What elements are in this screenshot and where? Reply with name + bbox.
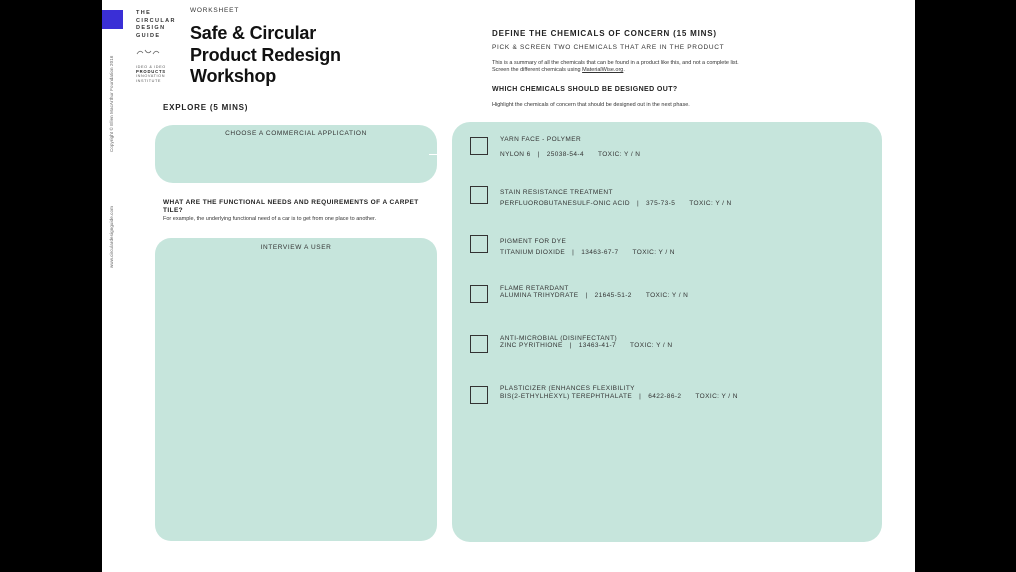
title-line: Workshop (190, 66, 277, 86)
define-heading: DEFINE THE CHEMICALS OF CONCERN (15 MINS) (492, 29, 717, 38)
partner-logo (136, 65, 166, 83)
chemical-cas: 6422-86-2 (648, 393, 682, 400)
chemical-cas: 13463-41-7 (578, 342, 617, 349)
chemical-details: TITANIUM DIOXIDE | 13463-67-7 TOXIC: Y / N (500, 249, 675, 256)
chemical-name: TITANIUM DIOXIDE (500, 249, 566, 256)
chemical-toxic: TOXIC: Y / N (597, 151, 641, 158)
desc-suffix: . (623, 67, 625, 73)
circular-design-guide-logo (136, 10, 176, 40)
logo-mark-icon (136, 48, 160, 56)
chemical-category: FLAME RETARDANT (500, 285, 569, 292)
chemical-checkbox[interactable] (470, 137, 488, 155)
chemical-details: BIS(2-ETHYLHEXYL) TEREPHTHALATE | 6422-86-2 TOXIC: Y / N (500, 393, 738, 400)
chemical-checkbox[interactable] (470, 186, 488, 204)
commercial-application-box[interactable] (155, 125, 437, 183)
logo-line: GUIDE (136, 32, 161, 39)
partner-line: INNOVATION (136, 74, 166, 79)
logo-line: CIRCULAR (136, 17, 176, 24)
which-chemicals-sub: Highlight the chemicals of concern that should be designed out in the next phase. (492, 102, 690, 108)
chemical-toxic: TOXIC: Y / N (645, 292, 689, 299)
chemical-details: PERFLUOROBUTANESULF-ONIC ACID | 375-73-5 TOXIC: Y / N (500, 200, 732, 207)
chemical-name: PERFLUOROBUTANESULF-ONIC ACID (500, 200, 630, 207)
worksheet-label: WORKSHEET (190, 7, 240, 14)
chemical-name: ALUMINA TRIHYDRATE (500, 292, 579, 299)
logo-line: THE (136, 10, 152, 16)
chemical-checkbox[interactable] (470, 285, 488, 303)
worksheet-page (102, 0, 915, 572)
functional-needs-example: For example, the underlying functional need of a car is to get from one place to another. (163, 216, 377, 222)
copyright-text: Copyright © Ellen MacArthur Foundation 2016 (109, 55, 114, 152)
chemicals-box (452, 122, 882, 542)
chemical-toxic: TOXIC: Y / N (689, 200, 732, 207)
partner-strong: PRODUCTS (136, 68, 166, 74)
box-tick-mark (429, 154, 437, 155)
chemical-name: ZINC PYRITHIONE (500, 342, 563, 349)
chemical-checkbox[interactable] (470, 235, 488, 253)
chemical-toxic: TOXIC: Y / N (632, 249, 675, 256)
chemical-toxic: TOXIC: Y / N (630, 342, 673, 349)
chemical-details: ZINC PYRITHIONE | 13463-41-7 TOXIC: Y / N (500, 342, 673, 349)
chemical-checkbox[interactable] (470, 335, 488, 353)
chemical-category: YARN FACE - POLYMER (500, 136, 582, 143)
which-chemicals-heading: WHICH CHEMICALS SHOULD BE DESIGNED OUT? (492, 86, 678, 93)
chemical-details: NYLON 6 | 25038-54-4 TOXIC: Y / N (500, 151, 641, 158)
interview-user-label: INTERVIEW A USER (260, 244, 332, 251)
partner-line: INSTITUTE (136, 78, 162, 83)
website-url: www.circulardesignguide.com (109, 206, 114, 268)
define-desc-line (492, 67, 739, 74)
title-line: Safe & Circular (190, 23, 317, 43)
chemical-category: STAIN RESISTANCE TREATMENT (500, 189, 613, 196)
define-desc-line: This is a summary of all the chemicals that can be found in a product like this, and not a complete list. (492, 60, 739, 66)
chemical-category: PIGMENT FOR DYE (500, 238, 567, 245)
title-line: Product Redesign (190, 44, 341, 65)
define-subheading: PICK & SCREEN TWO CHEMICALS THAT ARE IN THE PRODUCT (492, 44, 725, 51)
chemical-cas: 25038-54-4 (546, 151, 584, 158)
page-title (190, 23, 341, 88)
chemical-toxic: TOXIC: Y / N (695, 393, 738, 400)
partner-small: IDEO & IDEO (136, 65, 166, 69)
desc-prefix: Screen the different chemicals using (492, 67, 583, 73)
chemical-name: NYLON 6 (500, 151, 531, 158)
chemical-cas: 375-73-5 (646, 200, 676, 207)
explore-heading: EXPLORE (5 MINS) (163, 103, 249, 112)
brand-square (102, 10, 123, 29)
chemical-name: BIS(2-ETHYLHEXYL) TEREPHTHALATE (500, 393, 633, 400)
chemical-category: ANTI-MICROBIAL (DISINFECTANT) (500, 335, 618, 342)
chemical-cas: 21645-51-2 (594, 292, 632, 299)
commercial-application-label: CHOOSE A COMMERCIAL APPLICATION (225, 130, 367, 137)
interview-user-box[interactable] (155, 238, 437, 541)
functional-needs-heading: WHAT ARE THE FUNCTIONAL NEEDS AND REQUIREMENTS OF A CARPET TILE? (163, 199, 419, 214)
chemical-category: PLASTICIZER (ENHANCES FLEXIBILITY (500, 385, 635, 392)
chemical-checkbox[interactable] (470, 386, 488, 404)
materialwise-link[interactable]: MaterialWise.org (582, 67, 624, 73)
chemical-cas: 13463-67-7 (581, 249, 619, 256)
chemical-details: ALUMINA TRIHYDRATE | 21645-51-2 TOXIC: Y / N (500, 292, 689, 299)
define-description (492, 60, 739, 74)
logo-line: DESIGN (136, 25, 166, 32)
